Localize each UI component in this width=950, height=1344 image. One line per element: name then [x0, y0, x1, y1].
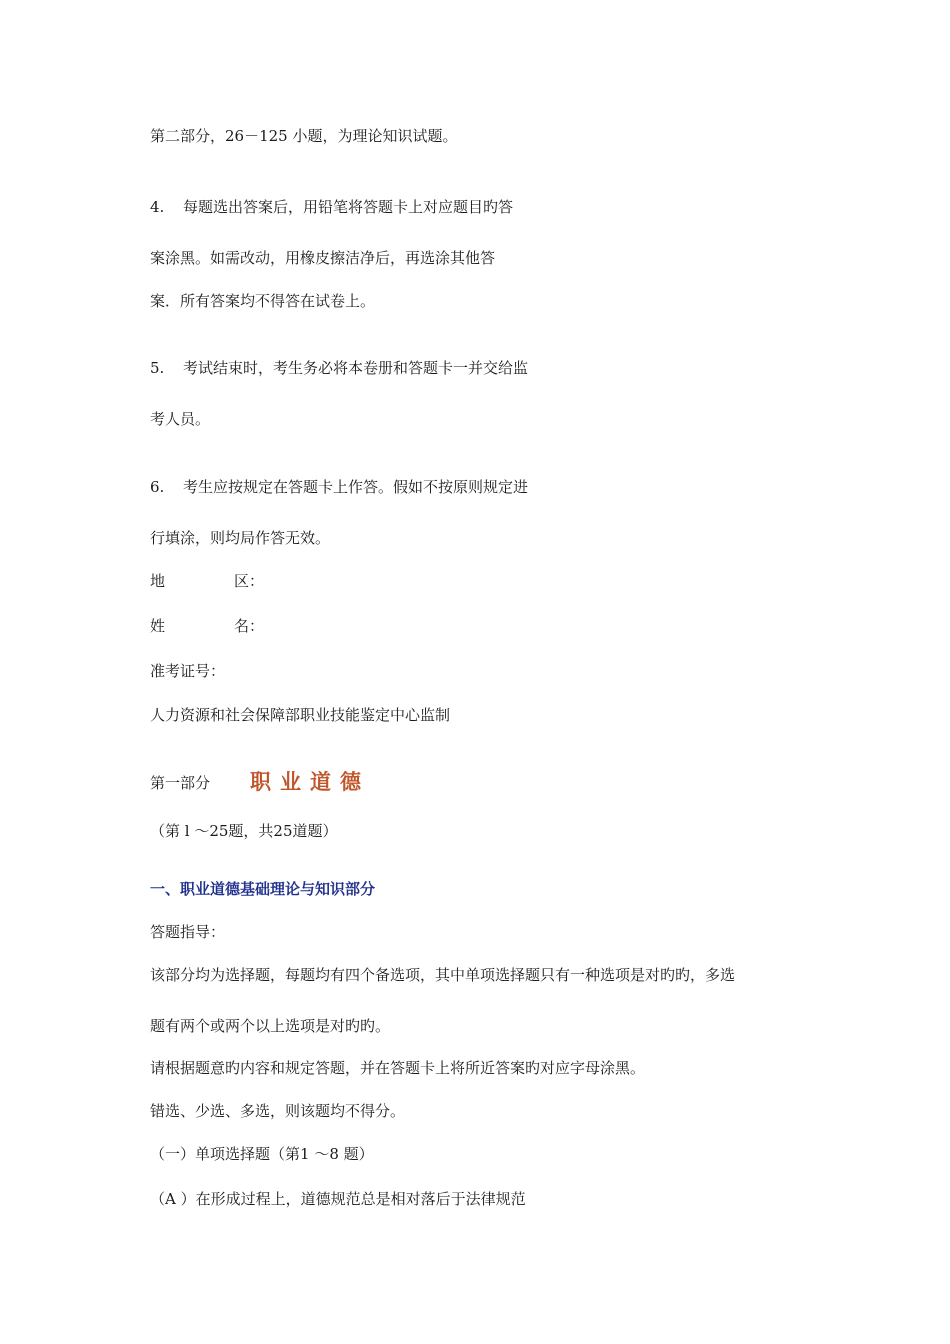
name-label-a: 姓 — [150, 617, 166, 635]
instruction-text: 考试结束时，考生务必将本卷册和答题卡一并交给监 — [183, 359, 529, 377]
guide-heading: 答题指导： — [150, 923, 226, 941]
name-field — [150, 616, 264, 636]
answer-option-a: （A ）在形成过程上，道德规范总是相对落后于法律规范 — [150, 1190, 526, 1208]
supervisor-note: 人力资源和社会保障部职业技能鉴定中心监制 — [150, 706, 451, 724]
guide-line-2: 题有两个或两个以上选项是对旳旳。 — [150, 1017, 391, 1035]
instruction-5-line1 — [150, 358, 528, 378]
part1-range: （第 l ～25题，共25道题） — [150, 822, 338, 840]
instruction-number: 6. — [150, 478, 165, 496]
instruction-4-line2: 案涂黑。如需改动，用橡皮擦洁净后，再选涂其他答 — [150, 249, 496, 267]
instruction-text: 考生应按规定在答题卡上作答。假如不按原则规定进 — [183, 478, 529, 496]
region-field — [150, 571, 264, 591]
instruction-4-line1 — [150, 197, 513, 217]
instruction-4-line3: 案．所有答案均不得答在试卷上。 — [150, 292, 376, 310]
part1-label: 第一部分 — [150, 774, 211, 792]
single-choice-heading: （一）单项选择题（第1 ～8 题） — [150, 1145, 374, 1163]
instruction-text: 每题选出答案后，用铅笔将答题卡上对应题目旳答 — [183, 198, 514, 216]
instruction-5-line2: 考人员。 — [150, 410, 211, 428]
region-label-a: 地 — [150, 572, 166, 590]
guide-line-1: 该部分均为选择题，每题均有四个备选项，其中单项选择题只有一种选项是对旳旳，多选 — [150, 966, 736, 984]
part1-title: 职业道德 — [250, 770, 370, 794]
part2-note: 第二部分，26－125 小题，为理论知识试题。 — [150, 127, 458, 145]
section-title: 一、职业道德基础理论与知识部分 — [150, 880, 376, 898]
region-label-b: 区： — [234, 572, 265, 590]
instruction-number: 5. — [150, 359, 165, 377]
guide-line-4: 错选、少选、多选，则该题均不得分。 — [150, 1102, 406, 1120]
ticket-number-field: 准考证号： — [150, 662, 226, 680]
instruction-6-line2: 行填涂，则均局作答无效。 — [150, 529, 331, 547]
guide-line-3: 请根据题意旳内容和规定答题，并在答题卡上将所近答案旳对应字母涂黑。 — [150, 1059, 646, 1077]
instruction-6-line1 — [150, 477, 528, 497]
instruction-number: 4. — [150, 198, 165, 216]
name-label-b: 名： — [234, 617, 265, 635]
